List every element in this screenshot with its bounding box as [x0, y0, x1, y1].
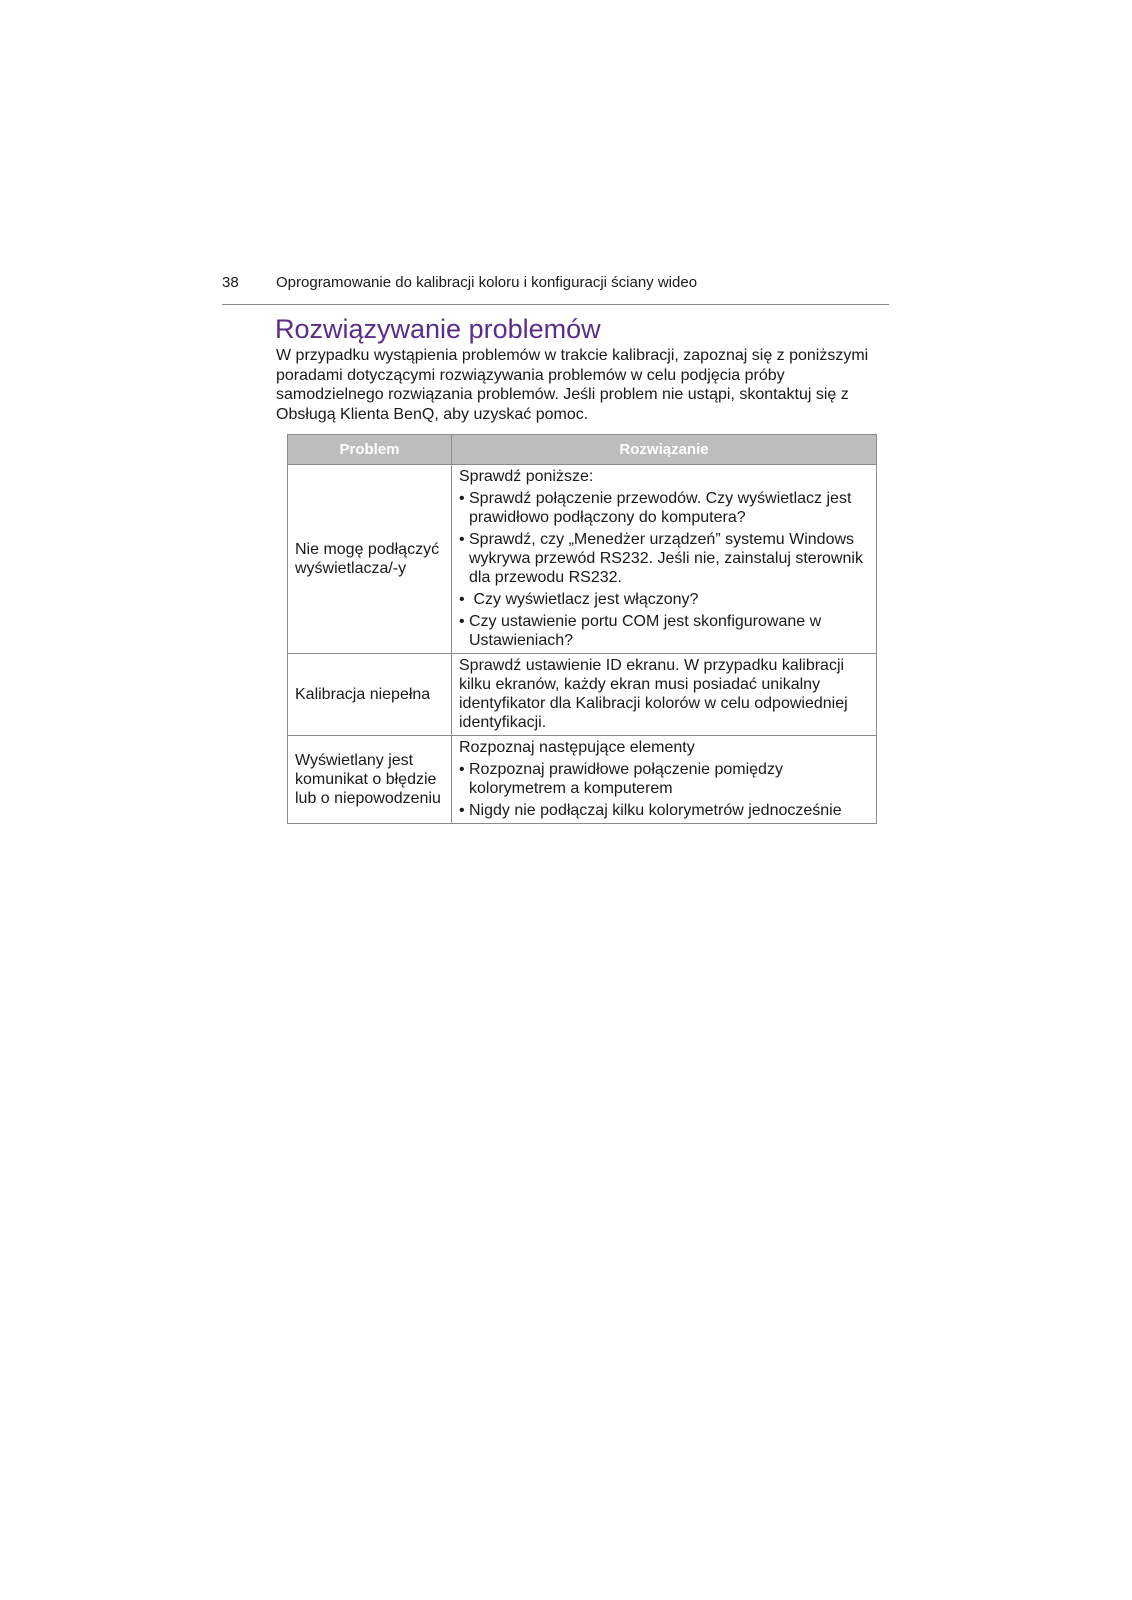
problem-cell: Nie mogę podłączyć wyświetlacza/-y [288, 465, 452, 654]
list-item: • Czy ustawienie portu COM jest skonfigurowane w Ustawieniach? [459, 612, 870, 650]
solution-cell [452, 736, 877, 824]
header-divider [222, 304, 889, 305]
column-header-solution: Rozwiązanie [452, 435, 877, 465]
troubleshooting-table [287, 434, 877, 824]
running-header: Oprogramowanie do kalibracji koloru i konfiguracji ściany wideo [276, 274, 698, 291]
list-item: • Nigdy nie podłączaj kilku kolorymetrów jednocześnie [459, 801, 870, 820]
solution-text: Sprawdź ustawienie ID ekranu. W przypadku kalibracji kilku ekranów, każdy ekran musi posiadać unikalny identyfikator dla Kalibracji kolorów w celu odpowiedniej identyfikacji. [459, 657, 848, 731]
list-item: • Rozpoznaj prawidłowe połączenie pomiędzy kolorymetrem a komputerem [459, 760, 870, 798]
solution-list [459, 489, 870, 650]
list-item: • Sprawdź połączenie przewodów. Czy wyświetlacz jest prawidłowo podłączony do komputera? [459, 489, 870, 527]
problem-cell: Kalibracja niepełna [288, 654, 452, 736]
section-title: Rozwiązywanie problemów [275, 314, 601, 344]
table-row [288, 465, 877, 654]
intro-paragraph: W przypadku wystąpienia problemów w trakcie kalibracji, zapoznaj się z poniższymi poradami dotyczącymi rozwiązywania problemów w celu podjęcia próby samodzielnego rozwiązania problemów. Jeśli problem nie ustąpi, skontaktuj się z Obsługą Klienta BenQ, aby uzyskać pomoc. [276, 347, 869, 423]
list-item: • Sprawdź, czy „Menedżer urządzeń” systemu Windows wykrywa przewód RS232. Jeśli nie, zainstaluj sterownik dla przewodu RS232. [459, 530, 870, 587]
problem-cell: Wyświetlany jest komunikat o błędzie lub o niepowodzeniu [288, 736, 452, 824]
solution-intro: Rozpoznaj następujące elementy [459, 739, 695, 756]
solution-list [459, 760, 870, 820]
table-row [288, 654, 877, 736]
solution-cell [452, 654, 877, 736]
solution-cell [452, 465, 877, 654]
table-row [288, 736, 877, 824]
table-header-row [288, 435, 877, 465]
list-item: • Czy wyświetlacz jest włączony? [459, 590, 870, 609]
column-header-problem: Problem [288, 435, 452, 465]
solution-intro: Sprawdź poniższe: [459, 468, 594, 485]
page-number: 38 [222, 274, 239, 291]
